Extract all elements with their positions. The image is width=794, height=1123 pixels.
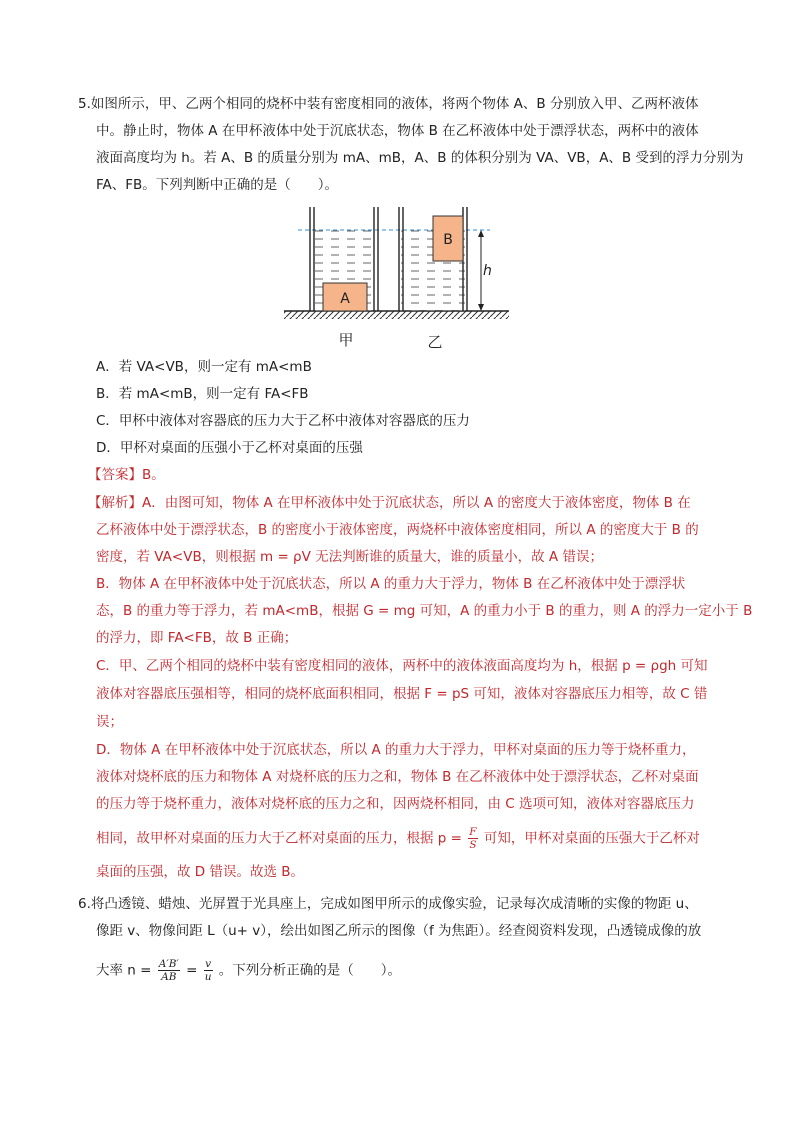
analysis-a-line-1 bbox=[88, 493, 691, 513]
q5-stem-line-1: 5.如图所示，甲、乙两个相同的烧杯中装有密度相同的液体，将两个物体 A、B 分别放入甲、乙两杯液体 bbox=[78, 96, 699, 112]
q6-line-2: 像距 v、物像间距 L（u+ v），绘出如图乙所示的图像（f 为焦距）。经查阅资料发现，凸透镜成像的放 bbox=[96, 923, 702, 939]
analysis-c-line-3: 误； bbox=[96, 714, 123, 730]
pressure-fraction bbox=[468, 826, 477, 851]
analysis-c-line-2: 液体对容器底压强相等，相同的烧杯底面积相同，根据 F = pS 可知，液体对容器底压力相等，故 C 错 bbox=[96, 686, 708, 702]
analysis-d-text-4b: 可知，甲杯对桌面的压强大于乙杯对 bbox=[483, 830, 700, 847]
analysis-a-line-3: 密度，若 VA<VB，则根据 m = ρV 无法判断谁的质量大，谁的质量小，故 A 错误； bbox=[96, 549, 603, 565]
fraction-denominator: AB bbox=[161, 971, 177, 983]
fraction-numerator: v bbox=[205, 958, 212, 970]
analysis-b-line-3: 的浮力，即 FA<FB，故 B 正确； bbox=[96, 630, 298, 646]
q5-stem-line-4: FA、FB。下列判断中正确的是（ ）。 bbox=[96, 177, 339, 193]
analysis-tag: 【解析】 bbox=[88, 495, 142, 511]
analysis-d-line-5: 桌面的压强，故 D 错误。故选 B。 bbox=[96, 864, 305, 880]
q5-stem-line-3: 液面高度均为 h。若 A、B 的质量分别为 mA、mB，A、B 的体积分别为 VA、VB，A、B 受到的浮力分别为 bbox=[96, 150, 744, 166]
analysis-d-text-4a: 相同，故甲杯对桌面的压力大于乙杯对桌面的压力，根据 p = bbox=[96, 830, 462, 847]
fraction-denominator: u bbox=[204, 971, 212, 983]
ground-hatch bbox=[284, 311, 509, 319]
beaker-yi-label: 乙 bbox=[427, 333, 443, 351]
analysis-c-line-1: C．甲、乙两个相同的烧杯中装有密度相同的液体，两杯中的液体液面高度均为 h，根据 p = ρgh 可知 bbox=[96, 658, 708, 674]
q6-line-1: 6.将凸透镜、蜡烛、光屏置于光具座上，完成如图甲所示的成像实验，记录每次成清晰的实像的物距 u、 bbox=[78, 896, 698, 912]
q6-text-3b: 。下列分析正确的是（ ）。 bbox=[218, 962, 402, 979]
fraction-denominator: S bbox=[469, 839, 477, 851]
magnification-fraction-1 bbox=[158, 958, 180, 983]
option-a: A．若 VA<VB，则一定有 mA<mB bbox=[96, 359, 312, 375]
option-c: C．甲杯中液体对容器底的压力大于乙杯中液体对容器底的压力 bbox=[96, 413, 470, 429]
block-b-label: B bbox=[443, 232, 453, 248]
beaker-jia-label: 甲 bbox=[338, 331, 354, 349]
fraction-numerator: F bbox=[469, 826, 477, 838]
option-b: B．若 mA<mB，则一定有 FA<FB bbox=[96, 386, 309, 402]
beakers-figure bbox=[280, 203, 515, 353]
analysis-d-line-4 bbox=[96, 826, 700, 851]
analysis-d-line-3: 的压力等于烧杯重力，液体对烧杯底的压力之和，因两烧杯相同，由 C 选项可知，液体对容器底压力 bbox=[96, 796, 695, 812]
magnification-fraction-2 bbox=[204, 958, 213, 983]
block-a-label: A bbox=[340, 291, 350, 307]
analysis-d-line-1: D．物体 A 在甲杯液体中处于沉底状态，所以 A 的重力大于浮力，甲杯对桌面的压力等于烧杯重力， bbox=[96, 742, 696, 758]
analysis-b-line-1: B．物体 A 在甲杯液体中处于沉底状态，所以 A 的重力大于浮力，物体 B 在乙杯液体中处于漂浮状 bbox=[96, 576, 686, 592]
analysis-b-line-2: 态，B 的重力等于浮力，若 mA<mB，根据 G = mg 可知，A 的重力小于 B 的重力，则 A 的浮力一定小于 B bbox=[96, 603, 753, 619]
fraction-numerator: A′B′ bbox=[158, 958, 179, 970]
q6-text-3a: 大率 n = bbox=[96, 962, 152, 979]
analysis-d-line-2: 液体对烧杯底的压力和物体 A 对烧杯底的压力之和，物体 B 在乙杯液体中处于漂浮状态，乙杯对桌面 bbox=[96, 769, 699, 785]
equals-sign: = bbox=[186, 962, 198, 979]
analysis-a-line-2: 乙杯液体中处于漂浮状态，B 的密度小于液体密度，两烧杯中液体密度相同，所以 A 的密度大于 B 的 bbox=[96, 522, 699, 538]
analysis-a-text-1: A．由图可知，物体 A 在甲杯液体中处于沉底状态，所以 A 的密度大于液体密度，物体 B 在 bbox=[142, 495, 691, 511]
q5-stem-line-2: 中。静止时，物体 A 在甲杯液体中处于沉底状态，物体 B 在乙杯液体中处于漂浮状态，两杯中的液体 bbox=[96, 123, 699, 139]
answer: 【答案】B。 bbox=[88, 467, 165, 483]
height-label: h bbox=[483, 263, 492, 279]
q6-line-3 bbox=[96, 958, 401, 983]
option-d: D．甲杯对桌面的压强小于乙杯对桌面的压强 bbox=[96, 440, 363, 456]
